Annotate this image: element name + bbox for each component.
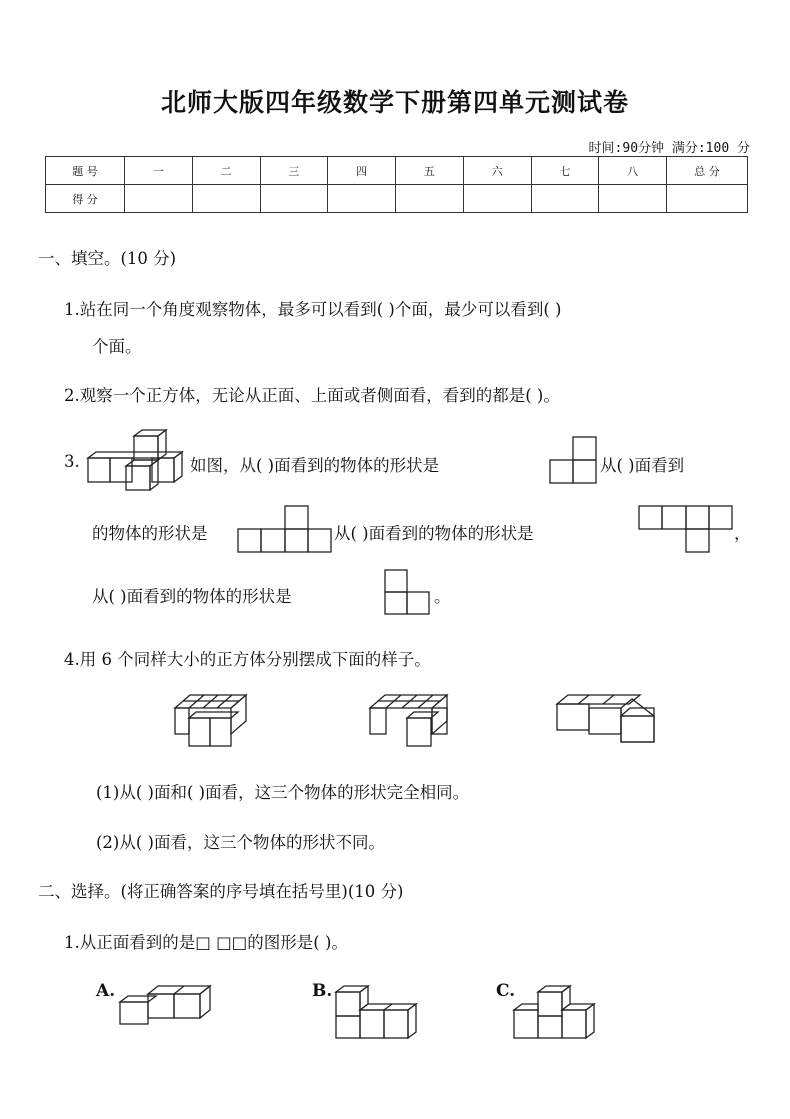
score-table [45,156,748,213]
option-a-figure[interactable] [118,984,214,1026]
score-header-cell: 题 号 [46,157,125,185]
option-b-figure[interactable] [334,984,420,1042]
exam-meta: 时间:90分钟 满分:100 分 [588,141,750,156]
score-cell[interactable] [125,185,193,213]
question-1-3-number: 3. [64,452,80,471]
cube-arrangement-2 [369,694,451,748]
view-shape-4 [383,569,433,615]
view-shape-1 [549,436,599,484]
option-c-label[interactable]: C. [496,981,516,1001]
page-title: 北师大版四年级数学下册第四单元测试卷 [160,88,629,117]
question-1-4-2: (2)从( )面看，这三个物体的形状不同。 [96,833,385,852]
question-1-4: 4.用 6 个同样大小的正方体分别摆成下面的样子。 [64,650,431,669]
score-cell[interactable] [192,185,260,213]
question-1-3-part-g: 。 [434,587,451,606]
question-1-3-part-e: ， [734,524,751,543]
question-1-3-part-a: 如图，从( )面看到的物体的形状是 [190,456,440,475]
score-header-cell: 一 [125,157,193,185]
score-header-cell: 八 [599,157,667,185]
score-cell[interactable] [328,185,396,213]
score-cell[interactable] [463,185,531,213]
cube-arrangement-1 [174,694,250,748]
question-1-3-part-c: 的物体的形状是 [92,524,208,543]
question-1-4-1: (1)从( )面和( )面看，这三个物体的形状完全相同。 [96,783,470,802]
score-header-cell: 五 [396,157,464,185]
score-header-cell: 四 [328,157,396,185]
score-cell[interactable] [396,185,464,213]
section2-heading: 二、选择。(将正确答案的序号填在括号里)(10 分) [38,882,404,901]
score-header-cell: 七 [531,157,599,185]
option-a-label[interactable]: A. [96,981,116,1001]
question-1-1-line1: 1.站在同一个角度观察物体，最多可以看到( )个面，最少可以看到( ) [64,300,562,319]
score-header-cell: 总 分 [667,157,748,185]
score-cell[interactable] [667,185,748,213]
question-1-3-part-b: 从( )面看到 [600,456,685,475]
question-1-3-part-f: 从( )面看到的物体的形状是 [92,587,292,606]
cube-stack-figure [86,428,190,492]
section1-heading: 一、填空。(10 分) [38,249,177,268]
score-table-score-row [46,185,748,213]
cube-arrangement-3 [556,694,656,748]
question-2-1: 1.从正面看到的是□ □□的图形是( )。 [64,933,348,952]
score-table-header-row [46,157,748,185]
question-1-1-line2: 个面。 [92,337,142,356]
option-c-figure[interactable] [512,984,598,1042]
score-cell[interactable] [531,185,599,213]
score-cell[interactable] [260,185,328,213]
score-header-cell: 三 [260,157,328,185]
score-row-label: 得 分 [46,185,125,213]
score-header-cell: 二 [192,157,260,185]
score-cell[interactable] [599,185,667,213]
view-shape-3 [638,505,734,553]
view-shape-2 [237,505,333,553]
question-1-2: 2.观察一个正方体，无论从正面、上面或者侧面看，看到的都是( )。 [64,386,560,405]
question-1-3-part-d: 从( )面看到的物体的形状是 [334,524,534,543]
score-header-cell: 六 [463,157,531,185]
option-b-label[interactable]: B. [312,981,333,1001]
